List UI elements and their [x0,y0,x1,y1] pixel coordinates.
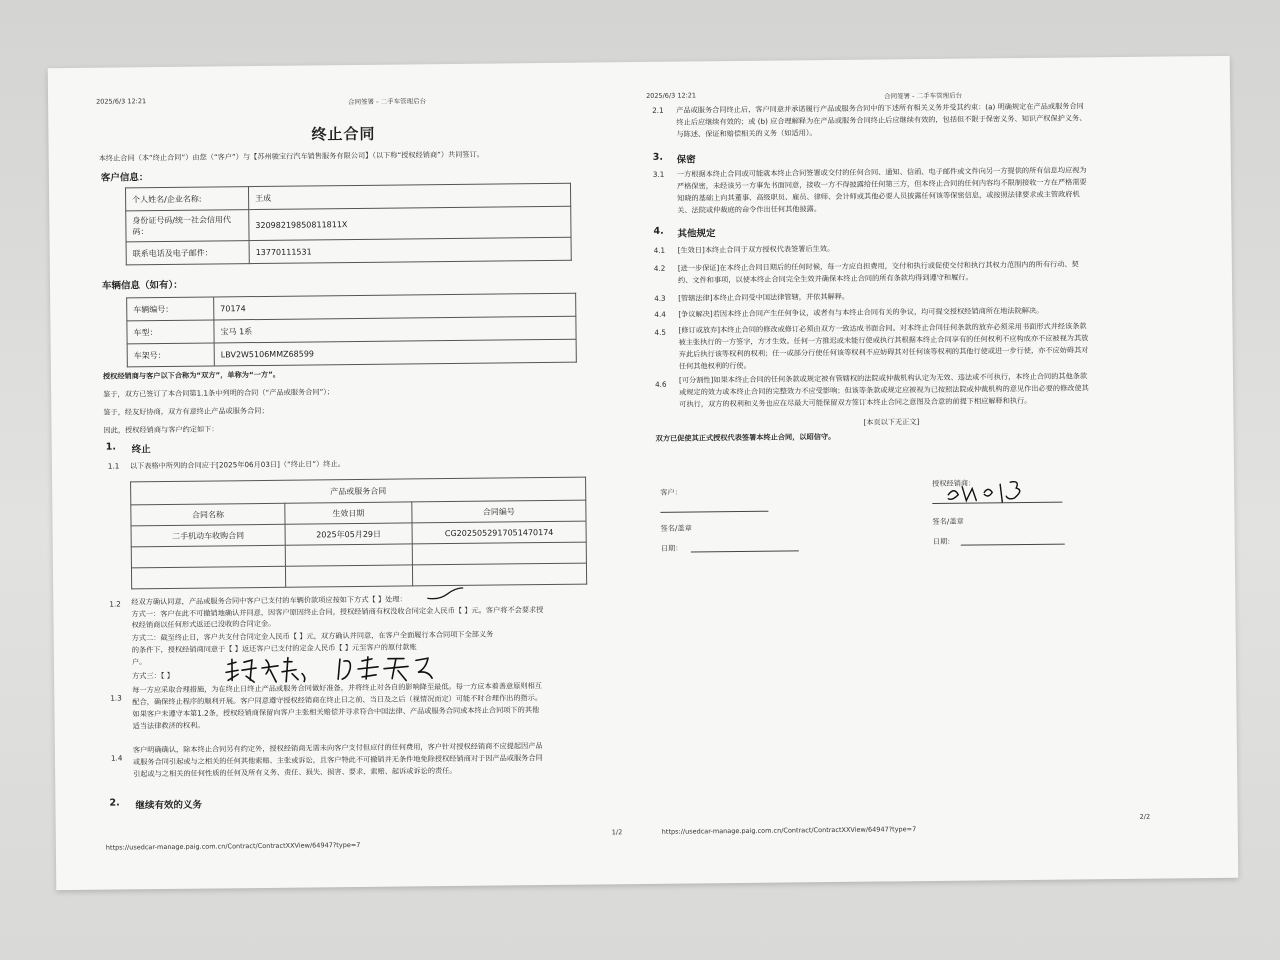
clause-1-2-line-3: 权经销商以任何形式返还已没收的合同定金。 [131,618,276,630]
empty-cell [412,542,586,565]
footer-url: https://usedcar-manage.paig.com.cn/Contract/ContractXXView/64947?type=7 [661,825,917,836]
witness-statement: 双方已促使其正式授权代表签署本终止合同，以昭信守。 [655,431,836,443]
customer-id-value: 320982198508118​11X [249,206,571,240]
print-header-title: 合同签署 - 二手车管理后台 [348,97,427,107]
clause-1-2-line-4: 方式二：截至终止日，客户共支付合同定金人民币【 】元，双方确认并同意，在客户全面履行本合同项下全部义务 [131,629,494,643]
printed-sheet [48,56,1239,890]
contracts-table [130,477,587,590]
vehicle-info-heading: 车辆信息（如有）： [101,279,183,292]
vehicle-vin-value: LBV2W5106MMZ68599 [214,339,576,366]
clause-1-2-line-1: 经双方确认同意，产品或服务合同中客户已支付的车辆价款项应按如下方式【 】处理： [131,594,407,607]
clause-4-1-number: 4.1 [653,245,666,255]
clause-1-3-line-1: 每一方应采取合理措施，为在终止日终止产品或服务合同做好准备，并将终止对各自的影响降至最低。每一方应本着善意原则相互 [132,681,542,695]
customer-name-value: 王成 [248,183,570,209]
empty-cell [131,545,285,568]
handwritten-mark-icon [425,586,465,602]
clause-1-2-line-2: 方式一：客户在此不可撤销地确认并同意，因客户原因终止合同，授权经销商有权没收合同定金人民币【 】元。客户将不会要求授 [131,605,544,619]
clause-4-6-number: 4.6 [655,379,667,389]
vehicle-vin-label: 车架号： [127,343,214,367]
customer-info-heading: 客户信息： [100,172,149,184]
clause-4-4-text: [争议解决]若因本终止合同产生任何争议，或者有与本终止合同有关的争议，均可提交授权经销商所在地法院解决。 [678,305,1044,319]
document-title: 终止合同 [311,124,376,144]
col-header-date: 生效日期 [285,502,412,524]
clause-1-1-number: 1.1 [107,461,120,471]
clause-2-1-number: 2.1 [652,105,664,115]
customer-name-label: 个人姓名/企业名称: [125,187,248,211]
clause-1-3-line-4: 适当法律救济的权利。 [132,720,205,731]
empty-cell [131,566,285,589]
clause-4-1-text: [生效日]本终止合同于双方授权代表签署后生效。 [677,243,835,255]
contract-number-cell: CG2025052917051470174 [412,521,586,544]
clause-2-1-line-2: 终止后应继续有效的；或 (b) 应合理解释为在产品或服务合同终止后应继续有效的，包括但不限于保密义务、知识产权保护义务、 [676,113,1087,127]
table-row [126,237,571,265]
clause-3-1-line-2: 严格保密，未经该另一方事先书面同意，接收一方不得披露给任何第三方，但本终止合同的任何内容均不限制接收一方在严格需要 [676,177,1087,191]
clause-1-1-text: 以下表格中所列的合同应于[2025年06月03日]（“终止日”）终止。 [129,459,345,471]
col-header-number: 合同编号 [412,500,586,523]
col-header-name: 合同名称 [131,503,285,526]
clause-1-4-line-3: 引起或与之相关的任何性质的任何及所有义务、责任、损失、损害、要求、索赔、起诉或诉讼的责任。 [133,765,457,779]
clause-4-5-line-3: 弃此后执行该等权利的权利；任一或部分行使任何该等权利不应妨碍其对任何该等权利的其他行使或进一步行使，亦不应妨碍其对 [678,345,1089,359]
page-2 [640,56,1239,884]
intro-paragraph: 本终止合同（本“终止合同”）由您（“客户”）与【苏州骏宝行汽车销售服务有限公司】（以下称“授权经销商”）共同签订。 [98,149,485,163]
clause-3-1-line-4: 关、法院或仲裁庭的命令作出任何其他披露。 [677,204,822,215]
page-number: 2/2 [1139,812,1151,821]
section-4-title: 其他规定 [677,228,716,240]
dealer-label: 授权经销商： [932,478,976,488]
vehicle-no-label: 车辆编号： [127,297,214,321]
customer-sign-label: 签名/盖章 [660,523,692,533]
clause-4-4-number: 4.4 [654,309,666,319]
therefore-paragraph: 因此，授权经销商与客户约定如下： [103,424,219,435]
clause-4-5-number: 4.5 [654,327,667,337]
page-number: 1/2 [611,828,623,837]
end-of-text-marker: [本页以下无正文] [863,417,920,427]
clause-2-1-line-1: 产品或服务合同终止后，客户同意并承诺履行产品或服务合同中的下述所有相关义务并受其约束：(a) 明确规定在产品或服务合同 [676,101,1084,115]
clause-4-2-line-2: 约、文件和事项，以使本终止合同完全生效并确保本终止合同的所有条款均得到遵守和履行。 [677,272,973,285]
print-datetime: 2025/6/3 12:21 [646,91,697,100]
whereas-2: 鉴于，经友好协商，双方有意终止产品或服务合同； [103,405,269,417]
clause-1-2-line-7: 方式三：【 】 [132,670,174,681]
clause-4-3-text: [管辖法律]本终止合同受中国法律管辖，并依其解释。 [678,291,850,303]
clause-4-5-line-4: 任何其他权利的行使。 [678,360,751,371]
clause-4-2-number: 4.2 [653,263,666,273]
clause-1-3-number: 1.3 [110,693,122,703]
dealer-date-label: 日期： [932,536,955,546]
clause-4-5-line-1: [修订或放弃]本终止合同的修改或修订必须由双方一致达成书面合同。对本终止合同任何条款的放弃必须采用书面形式并经该条款 [678,321,1087,335]
customer-contact-label: 联系电话及电子邮件： [126,241,249,265]
section-3-number: 3. [652,151,663,163]
vehicle-model-value: 宝马 1系 [214,316,576,343]
empty-cell [412,563,586,586]
whereas-1: 鉴于，双方已签订了本合同第1.1条中列明的合同（“产品或服务合同”）； [103,387,335,399]
customer-date-label: 日期： [660,543,683,553]
clause-4-6-line-3: 可执行，双方的权利和义务也应在尽最大可能保留双方签订本终止合同之意图及合意的前提下相应解释和执行。 [679,395,1032,409]
clause-4-6-line-1: [可分割性]如果本终止合同的任何条款或规定被有管辖权的法院或仲裁机构认定为无效、违法或不可执行，本终止合同的其他条款 [678,371,1088,385]
table-row [131,563,586,589]
dealer-date-line [961,544,1065,546]
clause-4-5-line-2: 被主张执行的一方签字，方才生效。任何一方推迟或未能行使或执行其根据本终止合同享有的任何权利不应构成亦不应被视为其放 [678,333,1089,347]
clause-4-3-number: 4.3 [654,293,666,303]
empty-cell [285,544,412,566]
clause-1-3-line-3: 如果客户未遵守本第1.2条，授权经销商保留向客户主张相关赔偿并寻求符合中国法律、产品或服务合同或本终止合同项下的其他 [132,705,540,719]
clause-1-2-number: 1.2 [109,599,121,609]
clause-1-4-line-1: 客户明确确认，除本终止合同另有约定外，授权经销商无需未向客户支付但应付的任何费用，客户针对授权经销商不应提起因产品 [132,741,543,755]
customer-date-line [691,550,799,552]
vehicle-info-table [126,293,577,368]
customer-signature-line [660,511,768,513]
clause-1-4-line-2: 或服务合同引起或与之相关的任何其他索赔、主张或诉讼，且客户特此不可撤销并无条件地免除授权经销商对于因产品或服务合同 [132,753,543,767]
footer-url: https://usedcar-manage.paig.com.cn/Contract/ContractXXView/64947?type=7 [105,840,361,852]
clause-1-4-number: 1.4 [110,753,123,763]
empty-cell [285,565,412,587]
contract-date-cell: 2025年05月29日 [285,523,412,545]
section-1-number: 1. [105,441,116,453]
clause-3-1-number: 3.1 [652,169,665,179]
print-datetime: 2025/6/3 12:21 [96,97,147,106]
clause-1-2-line-6: 户。 [131,657,147,667]
customer-info-table [125,183,572,266]
contract-name-cell: 二手机动车收购合同 [131,524,285,547]
section-3-title: 保密 [676,154,696,166]
clause-4-2-line-1: [进一步保证]在本终止合同日期后的任何时候，每一方应自担费用，交付和执行或促使交付和执行其权力范围内的所有行动、契 [677,259,1079,273]
clause-1-2-line-5: 的条件下，授权经销商同意于【 】返还客户已支付的定金人民币【 】元至客户的原付款账 [131,642,417,655]
parties-paragraph: 授权经销商与客户以下合称为“双方”，单称为“一方”。 [102,369,281,381]
section-2-number: 2. [109,797,120,809]
table-row [127,339,576,367]
table-row [126,206,571,242]
clause-3-1-line-1: 一方根据本终止合同或可能就本终止合同签署或交付的任何合同、通知、信函、电子邮件或文件向另一方提供的所有信息均应视为 [676,165,1087,179]
clause-1-3-line-2: 配合，确保终止程序的顺利开展。客户同意遵守授权经销商在终止日之前、当日及之后（视情况而定）可能不时合理作出的指示。 [132,693,543,707]
clause-2-1-line-3: 与陈述、保证和赔偿相关的义务（如适用）。 [676,128,817,139]
section-1-title: 终止 [131,444,151,456]
section-4-number: 4. [653,225,664,237]
page-1 [48,62,647,890]
section-2-title: 继续有效的义务 [135,799,203,812]
clause-3-1-line-3: 知晓的基础上向其董事、高级职员、雇员、律师、会计师或其他必要人员披露任何该等保密信息，或按照法律要求或主管政府机 [677,189,1080,203]
customer-label: 客户： [660,487,682,497]
vehicle-model-label: 车型： [127,320,214,344]
table-caption: 产品或服务合同 [131,477,586,505]
dealer-sign-label: 签名/盖章 [932,516,964,526]
customer-contact-value: 13770111531 [249,237,571,263]
print-header-title: 合同签署 - 二手车管理后台 [884,91,963,101]
clause-4-6-line-2: 或规定的效力或本终止合同的完整效力不应受影响；但该等条款或规定应被视为已按照法院或仲裁机构的意见作出必要的修改使其 [679,383,1089,397]
customer-id-label: 身份证号码/统一社会信用代码： [126,210,249,242]
vehicle-no-value: 70174 [214,293,576,320]
